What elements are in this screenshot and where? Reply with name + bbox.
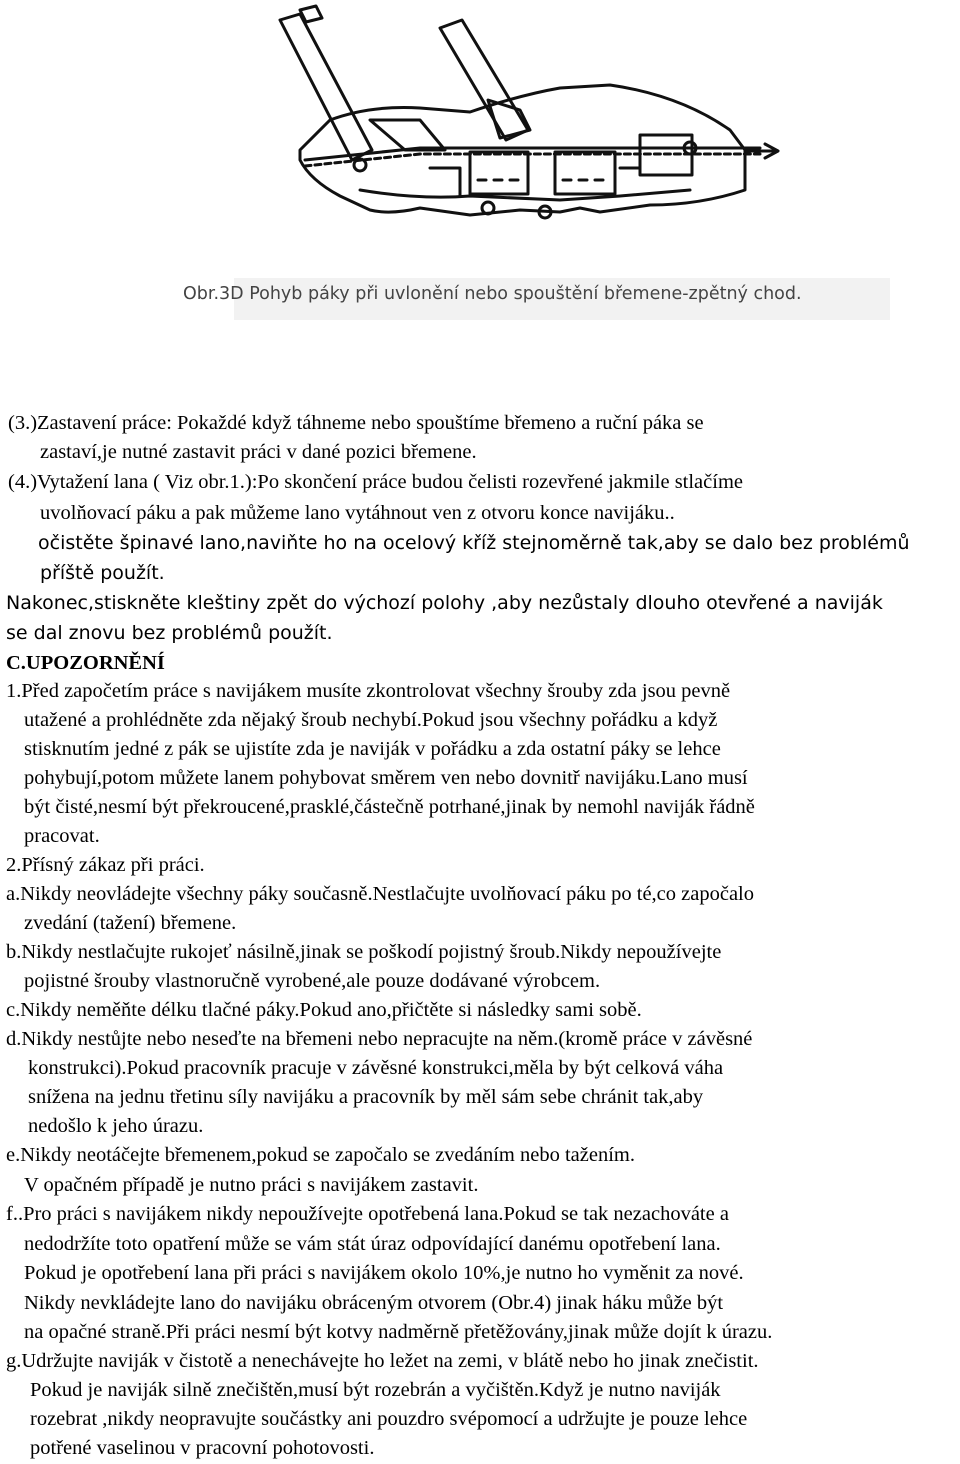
text-line: se dal znovu bez problémů použít. [6, 622, 333, 644]
text-line: příště použít. [40, 562, 165, 584]
text-line: rozebrat ,nikdy neopravujte součástky ani pouzdro svépomocí a udržujte je pouze lehce [30, 1408, 748, 1430]
text-line: Pokud je opotřebení lana při práci s navijákem okolo 10%,je nutno ho vyměnit za nové. [24, 1262, 744, 1284]
text-line: očistěte špinavé lano,naviňte ho na ocelový kříž stejnoměrně tak,aby se dalo bez problémů [38, 532, 910, 554]
text-line: pohybují,potom můžete lanem pohybovat směrem ven nebo dovnitř navijáku.Lano musí [24, 767, 748, 789]
text-line: Nakonec,stiskněte kleštiny zpět do výchozí polohy ,aby nezůstaly dlouho otevřené a naviják [6, 592, 883, 614]
text-line: pracovat. [24, 825, 100, 847]
text-line: V opačném případě je nutno práci s navijákem zastavit. [24, 1174, 479, 1196]
text-line: nedodržíte toto opatření může se vám stát úraz odpovídající danému opotřebení lana. [24, 1233, 721, 1255]
text-line: f..Pro práci s navijákem nikdy nepoužívejte opotřebená lana.Pokud se tak nezachováte a [6, 1203, 729, 1225]
text-line: na opačné straně.Při práci nesmí být kotvy nadměrně přetěžovány,jinak může dojít k úrazu. [24, 1321, 773, 1343]
text-line: být čisté,nesmí být překroucené,prasklé,částečně potrhané,jinak by nemohl naviják řádně [24, 796, 755, 818]
text-line: nedošlo k jeho úrazu. [28, 1115, 204, 1137]
text-line: d.Nikdy nestůjte nebo neseďte na břemeni nebo nepracujte na něm.(kromě práce v závěsné [6, 1028, 753, 1050]
figure-caption: Obr.3D Pohyb páky při uvlonění nebo spouštění břemene-zpětný chod. [183, 284, 802, 304]
text-line: uvolňovací páku a pak můžeme lano vytáhnout ven z otvoru konce navijáku.. [40, 502, 675, 524]
winch-figure [0, 0, 960, 330]
text-line: Pokud je naviják silně znečištěn,musí být rozebrán a vyčištěn.Když je nutno naviják [30, 1379, 721, 1401]
text-line: snížena na jednu třetinu síly navijáku a pracovník by měl sám sebe chránit tak,aby [28, 1086, 704, 1108]
text-line: (3.)Zastavení práce: Pokaždé když táhneme nebo spouštíme břemeno a ruční páka se [8, 412, 704, 434]
text-line: b.Nikdy nestlačujte rukojeť násilně,jinak se poškodí pojistný šroub.Nikdy nepoužívejte [6, 941, 722, 963]
section-heading: C.UPOZORNĚNÍ [6, 652, 165, 674]
text-line: potřené vaselinou v pracovní pohotovosti. [30, 1437, 375, 1459]
text-line: stisknutím jedné z pák se ujistíte zda je naviják v pořádku a zda ostatní páky se lehce [24, 738, 721, 760]
text-line: konstrukci).Pokud pracovník pracuje v závěsné konstrukci,měla by být celková váha [28, 1057, 724, 1079]
text-line: zvedání (tažení) břemene. [24, 912, 237, 934]
text-line: pojistné šrouby vlastnoručně vyrobené,ale pouze dodávané výrobcem. [24, 970, 601, 992]
text-line: 1.Před započetím práce s navijákem musíte zkontrolovat všechny šrouby zda jsou pevně [6, 680, 731, 702]
text-line: a.Nikdy neovládejte všechny páky současně.Nestlačujte uvolňovací páku po té,co započalo [6, 883, 754, 905]
text-line: 2.Přísný zákaz při práci. [6, 854, 205, 876]
text-line: c.Nikdy neměňte délku tlačné páky.Pokud ano,přičtěte si následky sami sobě. [6, 999, 642, 1021]
text-line: g.Udržujte naviják v čistotě a nenechávejte ho ležet na zemi, v blátě nebo ho jinak znečistit. [6, 1350, 759, 1372]
text-line: (4.)Vytažení lana ( Viz obr.1.):Po skončení práce budou čelisti rozevřené jakmile stlačíme [8, 471, 743, 493]
text-line: utažené a prohlédněte zda nějaký šroub nechybí.Pokud jsou všechny pořádku a když [24, 709, 718, 731]
text-line: Nikdy nevkládejte lano do navijáku obráceným otvorem (Obr.4) jinak háku může být [24, 1292, 724, 1314]
winch-drawing [0, 0, 960, 280]
text-line: e.Nikdy neotáčejte břemenem,pokud se započalo se zvedáním nebo tažením. [6, 1144, 635, 1166]
text-line: zastaví,je nutné zastavit práci v dané pozici břemene. [40, 441, 477, 463]
